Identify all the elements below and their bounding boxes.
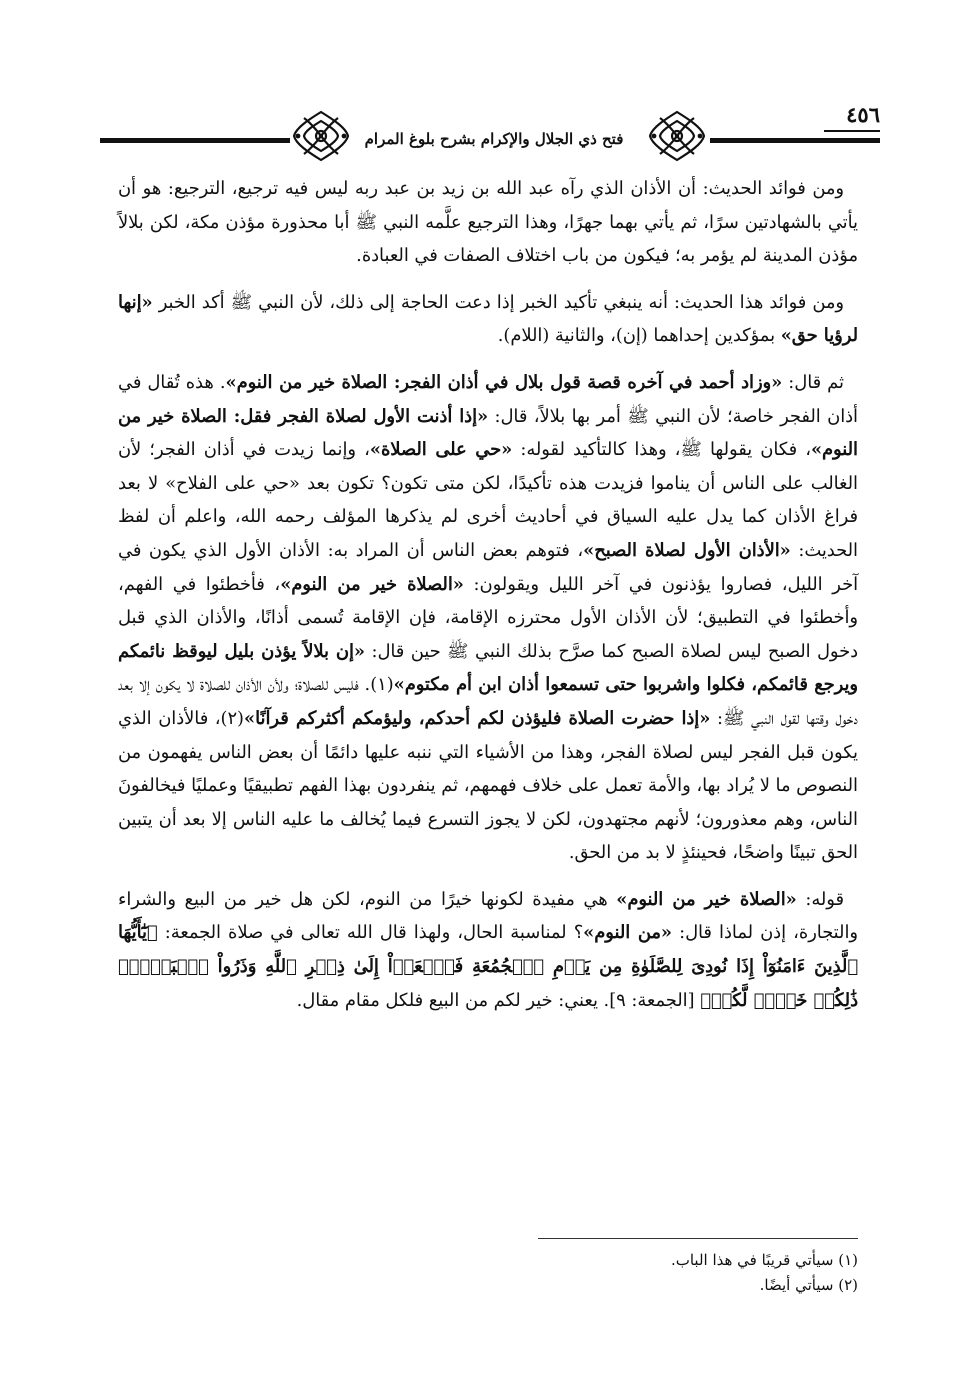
text-span: . يعني: خير لكم من البيع فلكل مقام مقال. [296,989,610,1011]
paragraph-2 [118,286,858,353]
footnote-2: (٢) سيأتي أيضًا. [759,1276,858,1294]
hadith-quote: «من النوم» [583,922,672,944]
footnotes [118,1248,858,1298]
hadith-quote: «وزاد أحمد في آخره قصة قول بلال في أذان الفجر: الصلاة خير من النوم» [225,371,783,393]
header-rule-left [100,138,290,143]
text-span: هي مفيدة لكونها خيرًا من النوم، لكن هل خير من البيع والشراء والتجارة، إذن لماذا قال: [118,888,858,944]
paragraph-3 [118,366,858,870]
text-span: ، فكان يقولها ﷺ، وهذا كالتأكيد لقوله: [512,439,811,461]
hadith-quote: «إذا حضرت الصلاة فليؤذن لكم أحدكم، وليؤمكم أكثركم قرآنًا» [243,707,711,729]
verse-reference: [الجمعة: ٩] [609,989,701,1011]
text-span: . هذه تُقال في أذان الفجر خاصة؛ لأن النبي ﷺ أمر بها بلالاً، قال: [118,371,858,427]
ornament-left-icon [290,108,352,164]
hadith-quote: «إذا أذنت الأول لصلاة الفجر فقل: الصلاة خير من النوم» [118,405,858,461]
text-span: ومن فوائد هذا الحديث: أنه ينبغي تأكيد الخبر إذا دعت الحاجة إلى ذلك، لأن النبي ﷺ أكد الخبر [152,291,844,313]
hadith-quote: «الأذان الأول لصلاة الصبح» [583,539,791,561]
hadith-quote: «حي على الصلاة» [369,439,513,461]
text-span: ، فتوهم بعض الناس أن المراد به: الأذان الأول الذي يكون في آخر الليل، فصاروا يؤذنون في آخر الليل ويقولون: [118,539,859,595]
text-span: ؟ لمناسبة الحال، ولهذا قال الله تعالى في صلاة الجمعة: [157,922,584,944]
paragraph-1: ومن فوائد الحديث: أن الأذان الذي رآه عبد الله بن زيد بن عبد ربه ليس فيه ترجيع، الترجيع: هو أن يأتي بالشهادتين سرًا، ثم يأتي بهما جهرًا، وهذا الترجيع علَّمه النبي ﷺ أبا محذورة مؤذن مكة، لكن بلالاً مؤذن المدينة لم يؤمر به؛ فيكون من باب اختلاف الصفات في العبادة. [118,178,858,267]
hadith-quote: «الصلاة خير من النوم» [280,573,464,595]
text-span: ، فأخطئوا في الفهم، وأخطئوا في التطبيق؛ لأن الأذان الأول محترزه الإقامة، فإن الإقامة تُسمى أذانًا، والأذان الذي قبل دخول الصبح ليس لصلاة الصبح كما صرَّح بذلك النبي ﷺ حين قال: [118,573,858,662]
hadith-quote: «الصلاة خير من النوم» [616,888,797,910]
text-span: (٢)، فالأذان الذي يكون قبل الفجر ليس لصلاة الفجر، وهذا من الأشياء التي ننبه عليها دائمًا أن بعض الناس يفهمون من النصوص ما لا يُراد بها، والأمة تعمل على خلاف فهمهم، ثم ينفردون بهذا الفهم تطبيقيًا وعمليًا فيخالفونَ الناس، وهم معذورون؛ لأنهم مجتهدون، لكن لا يجوز التسرع فيما يُخالف ما عليه الناس إلا بعد أن يتبين الحق تبينًا واضحًا، فحينئذٍ لا بد من الحق. [118,707,858,864]
page-number: ٤٥٦ [846,102,880,127]
paragraph-4 [118,883,858,1017]
text-span: قوله: [796,888,844,910]
footnote-divider [538,1238,858,1239]
text-span: ، وإنما زيدت في أذان الفجر؛ لأن الغالب على الناس أن يناموا فزيدت هذه تأكيدًا، لكن متى تكون؟ تكون بعد «حي على الفلاح» لا بعد فراغ الأذان كما يدل عليه السياق في أحاديث أخرى لم يذكرها المؤلف رحمه الله، واعلم أن لفظ الحديث: [118,439,858,561]
page-header [100,100,880,170]
hadith-quote: «إن بلالاً يؤذن بليل ليوقظ نائمكم ويرجع قائمكم، فكلوا واشربوا حتى تسمعوا أذان ابن أم مكتوم» [118,640,858,696]
header-rule-right [710,138,880,143]
running-title: فتح ذي الجلال والإكرام بشرح بلوغ المرام [364,130,624,148]
text-span: ثم قال: [782,371,844,393]
text-span: بمؤكدين إحداهما (إن)، والثانية (اللام). [497,325,781,347]
page-number-underline [824,130,880,132]
hadith-quote: «إنها لرؤيا حق» [118,291,858,347]
footnote-1: (١) سيأتي قريبًا في هذا الباب. [670,1251,858,1269]
body-text [118,172,858,1030]
quran-verse: ﴿يَٰٓأَيُّهَا ٱلَّذِينَ ءَامَنُوٓاْ إِذَا نُودِىَ لِلصَّلَوٰةِ مِن يَوۡمِ ٱلۡجُمُعَةِ فَٱسۡعَوۡاْ إِلَىٰ ذِكۡرِ ٱللَّهِ وَذَرُواْ ٱلۡبَيۡعَۚ ذَٰلِكُمۡ خَيۡرٞ لَّكُمۡ﴾ [118,922,858,1011]
text-span: (١). فليس للصلاة؛ ولأن الأذان للصلاة لا يكون إلا بعد دخول وقتها لقول النبي ﷺ: [118,674,858,729]
ornament-right-icon [646,108,708,164]
